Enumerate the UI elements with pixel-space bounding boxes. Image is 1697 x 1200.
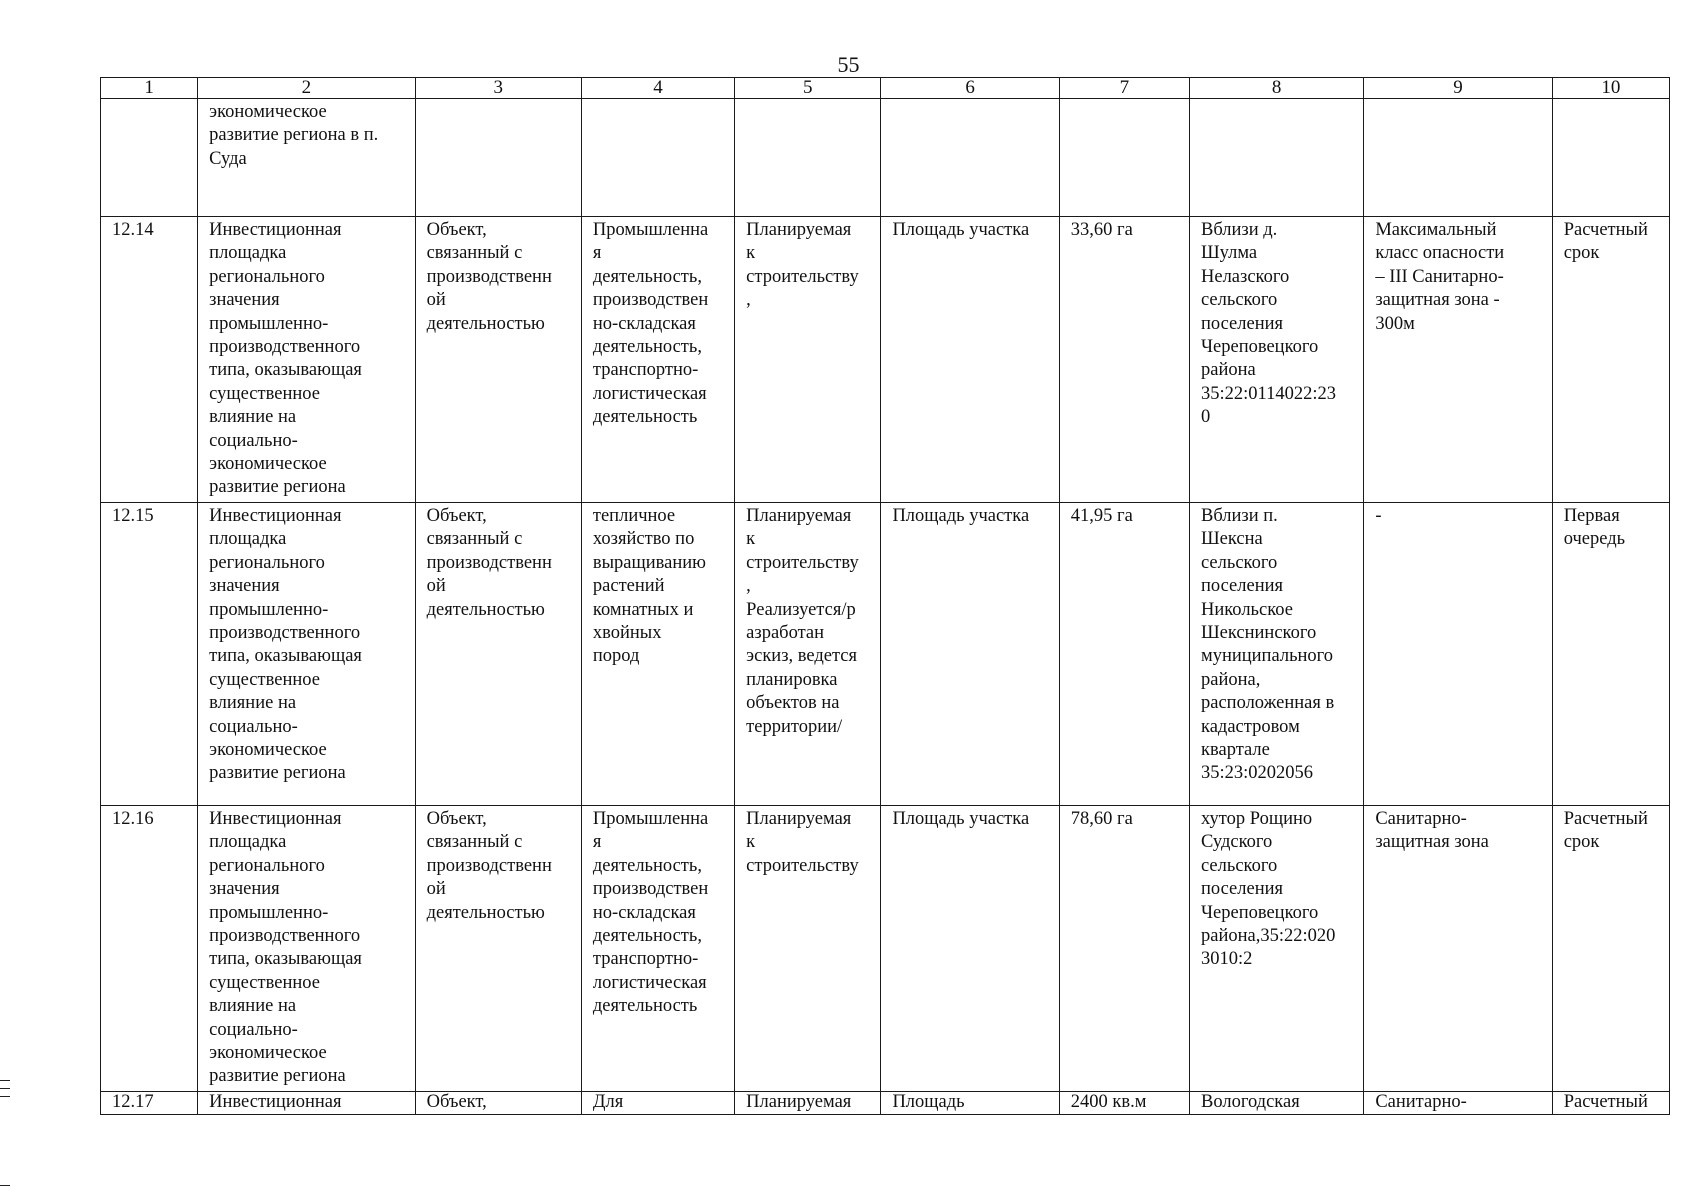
header-cell: 4 [581, 78, 734, 99]
area-cell: 41,95 га [1059, 502, 1189, 805]
header-cell: 6 [881, 78, 1059, 99]
location-cell: Вблизи д. Шулма Нелазского сельского поселения Череповецкого района 35:22:0114022:23 0 [1190, 217, 1364, 503]
location-cell: Вологодская [1190, 1091, 1364, 1114]
margin-mark [0, 1088, 10, 1089]
page-number: 55 [837, 52, 860, 77]
header-cell: 10 [1552, 78, 1669, 99]
margin-mark [0, 1096, 10, 1097]
purpose-cell: Промышленна я деятельность, производствен но-складская деятельность, транспортно- логистическая деятельность [581, 805, 734, 1091]
header-cell: 8 [1190, 78, 1364, 99]
object-type-cell: Объект, связанный с производственн ой деятельностью [415, 805, 581, 1091]
object-type-cell: Объект, [415, 1091, 581, 1114]
header-cell: 3 [415, 78, 581, 99]
zone-cell: Максимальный класс опасности – III Санитарно- защитная зона - 300м [1364, 217, 1552, 503]
location-cell: Вблизи п. Шексна сельского поселения Никольское Шекснинского муниципального района, расположенная в кадастровом квартале 35:23:0202056 [1190, 502, 1364, 805]
table-row [101, 217, 1670, 503]
purpose-cell: Для [581, 1091, 734, 1114]
zone-cell: - [1364, 502, 1552, 805]
row-number-cell: 12.14 [101, 217, 198, 503]
row-number-cell: 12.15 [101, 502, 198, 805]
term-cell: Расчетный срок [1552, 805, 1669, 1091]
area-cell [1059, 99, 1189, 217]
margin-mark [0, 1185, 10, 1186]
header-cell: 1 [101, 78, 198, 99]
characteristic-cell [881, 99, 1059, 217]
zone-cell: Санитарно- [1364, 1091, 1552, 1114]
table-row [101, 1091, 1670, 1114]
status-cell: Планируемая к строительству [735, 805, 881, 1091]
term-cell: Расчетный срок [1552, 217, 1669, 503]
header-cell: 7 [1059, 78, 1189, 99]
location-cell [1190, 99, 1364, 217]
term-cell: Первая очередь [1552, 502, 1669, 805]
table-row [101, 502, 1670, 805]
header-row [101, 78, 1670, 99]
location-cell: хутор Рощино Судского сельского поселения Череповецкого района,35:22:020 3010:2 [1190, 805, 1364, 1091]
term-cell [1552, 99, 1669, 217]
object-type-cell [415, 99, 581, 217]
object-type-cell: Объект, связанный с производственн ой деятельностью [415, 502, 581, 805]
zone-cell [1364, 99, 1552, 217]
table-row [101, 805, 1670, 1091]
characteristic-cell: Площадь [881, 1091, 1059, 1114]
status-cell: Планируемая к строительству , Реализуется/р азработан эскиз, ведется планировка объектов на территории/ [735, 502, 881, 805]
document-table [100, 77, 1670, 1115]
row-number-cell: 12.17 [101, 1091, 198, 1114]
status-cell: Планируемая к строительству , [735, 217, 881, 503]
row-number-cell: 12.16 [101, 805, 198, 1091]
purpose-cell [581, 99, 734, 217]
status-cell [735, 99, 881, 217]
status-cell: Планируемая [735, 1091, 881, 1114]
header-cell: 2 [198, 78, 415, 99]
term-cell: Расчетный [1552, 1091, 1669, 1114]
purpose-cell: тепличное хозяйство по выращиванию растений комнатных и хвойных пород [581, 502, 734, 805]
zone-cell: Санитарно- защитная зона [1364, 805, 1552, 1091]
header-cell: 5 [735, 78, 881, 99]
characteristic-cell: Площадь участка [881, 502, 1059, 805]
object-type-cell: Объект, связанный с производственн ой деятельностью [415, 217, 581, 503]
purpose-cell: Промышленна я деятельность, производствен но-складская деятельность, транспортно- логистическая деятельность [581, 217, 734, 503]
header-cell: 9 [1364, 78, 1552, 99]
area-cell: 78,60 га [1059, 805, 1189, 1091]
name-cell: Инвестиционная площадка регионального значения промышленно- производственного типа, оказывающая существенное влияние на социально- экономическое развитие региона [198, 217, 415, 503]
table-row [101, 99, 1670, 217]
name-cell: Инвестиционная площадка регионального значения промышленно- производственного типа, оказывающая существенное влияние на социально- экономическое развитие региона [198, 502, 415, 805]
characteristic-cell: Площадь участка [881, 217, 1059, 503]
characteristic-cell: Площадь участка [881, 805, 1059, 1091]
name-cell: Инвестиционная [198, 1091, 415, 1114]
name-cell: экономическое развитие региона в п. Суда [198, 99, 415, 217]
area-cell: 33,60 га [1059, 217, 1189, 503]
area-cell: 2400 кв.м [1059, 1091, 1189, 1114]
row-number-cell [101, 99, 198, 217]
name-cell: Инвестиционная площадка регионального значения промышленно- производственного типа, оказывающая существенное влияние на социально- экономическое развитие региона [198, 805, 415, 1091]
margin-mark [0, 1080, 10, 1081]
